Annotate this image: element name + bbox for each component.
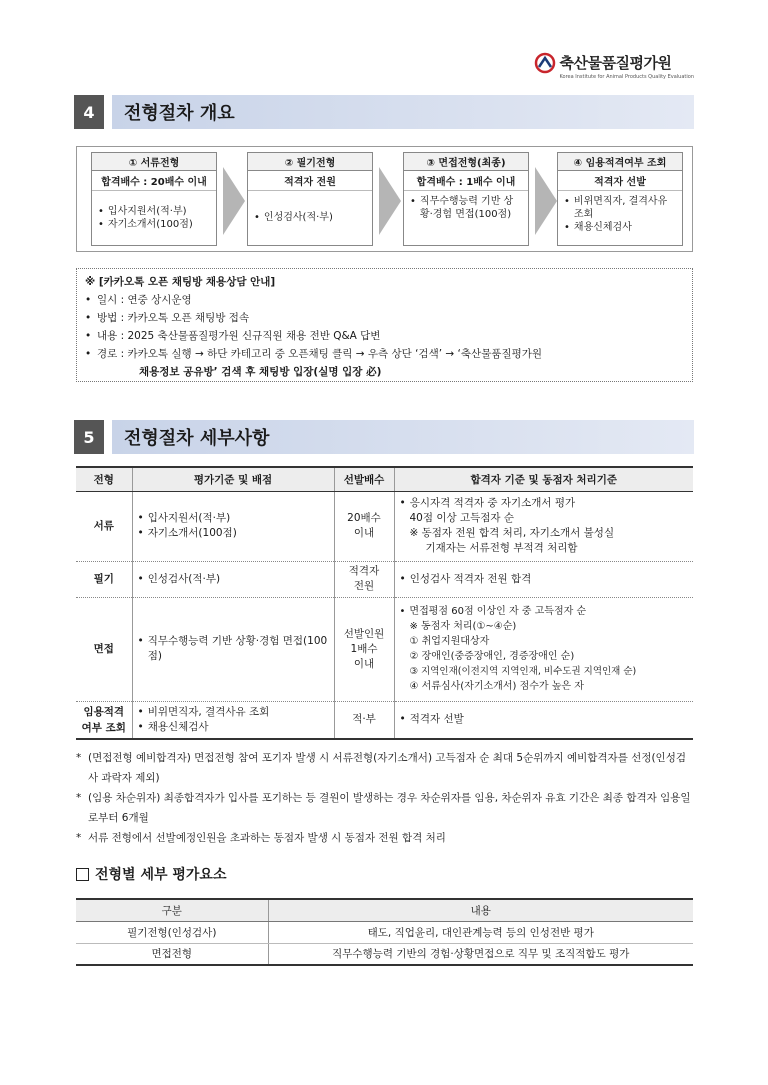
arrow-icon [379, 167, 401, 235]
step-item: • 인성검사(적·부) [254, 211, 366, 224]
step-interview [403, 152, 529, 246]
col-header: 평가기준 및 배점 [132, 467, 334, 491]
subsection-title: 전형별 세부 평가요소 [95, 867, 227, 883]
step-eligibility [557, 152, 683, 246]
section-number: 5 [74, 420, 104, 454]
process-flow [76, 146, 693, 252]
section-title: 전형절차 개요 [112, 95, 694, 129]
criteria-item: • 채용신체검사 [138, 720, 329, 735]
notice-row: 내용 : 2025 축산물품질평가원 신규직원 채용 전반 Q&A 답변 [97, 330, 381, 342]
rule-line: ④ 서류심사(자기소개서) 점수가 높은 자 [409, 681, 584, 692]
rule-line: 40점 이상 고득점자 순 [409, 512, 515, 524]
step-item: • 채용신체검사 [564, 221, 676, 234]
step-header: ① 서류전형 [92, 153, 216, 171]
section-number: 4 [74, 95, 104, 129]
col-header: 합격자 기준 및 동점자 처리기준 [394, 467, 693, 491]
ratio-cell: 적·부 [334, 701, 394, 739]
arrow-icon [223, 167, 245, 235]
notice-row: 방법 : 카카오톡 오픈 채팅방 접속 [97, 312, 250, 324]
rule-line: ③ 지역인재(이전지역 지역인재, 비수도권 지역인재 순) [409, 666, 637, 677]
table-row [76, 561, 693, 597]
table-cell: 직무수행능력 기반의 경험·상황면접으로 직무 및 조직적합도 평가 [268, 943, 693, 965]
step-sub: 합격배수 : 20배수 이내 [92, 171, 216, 191]
col-header: 내용 [268, 899, 693, 921]
step-item: • 자기소개서(100점) [98, 218, 210, 231]
rule-line: • 면접평점 60점 이상인 자 중 고득점자 순 [400, 604, 689, 619]
rule-line: • 인성검사 적격자 전원 합격 [400, 572, 689, 587]
criteria-item: • 자기소개서(100점) [138, 526, 329, 541]
notice-title: ※ [카카오톡 오픈 채팅방 채용상담 안내] [85, 276, 276, 288]
step-sub: 적격자 선발 [558, 171, 682, 191]
rule-line: • 응시자격 적격자 중 자기소개서 평가 [400, 496, 689, 511]
step-header: ④ 임용적격여부 조회 [558, 153, 682, 171]
step-sub: 적격자 전원 [248, 171, 372, 191]
subsection-header [76, 864, 226, 884]
criteria-item: • 비위면직자, 결격사유 조회 [138, 705, 329, 720]
notice-row-cont: 채용정보 공유방’ 검색 후 채팅방 입장(실명 입장 必) [139, 366, 382, 378]
rule-line: ※ 동점자 전원 합격 처리, 자기소개서 불성실 [409, 527, 615, 539]
criteria-item: • 직무수행능력 기반 상황·경험 면접(100점) [138, 634, 329, 664]
selection-detail-table [76, 466, 693, 740]
step-item: • 직무수행능력 기반 상황·경험 면접(100점) [410, 195, 522, 221]
rule-line: 기재자는 서류전형 부적격 처리함 [425, 542, 578, 554]
notice-row: 경로 : 카카오톡 실행 → 하단 카테고리 중 오픈채팅 클릭 → 우측 상단 ‘검색’ → ‘축산물품질평가원 [97, 348, 543, 360]
rule-line: ※ 동점자 처리(①~④순) [409, 621, 517, 632]
step-sub: 합격배수 : 1배수 이내 [404, 171, 528, 191]
rule-line: ① 취업지원대상자 [409, 636, 490, 647]
step-item: • 비위면직자, 결격사유 조회 [564, 195, 676, 221]
table-cell: 태도, 직업윤리, 대인관계능력 등의 인성전반 평가 [268, 921, 693, 943]
notice-row: 일시 : 연중 상시운영 [97, 294, 192, 306]
stage-cell: 필기 [76, 561, 132, 597]
footnote: (임용 차순위자) 최종합격자가 입사를 포기하는 등 결원이 발생하는 경우 차순위자를 임용, 차순위자 유효 기간은 최종 합격자 임용일로부터 6개월 [88, 792, 691, 824]
ratio-cell: 적격자 전원 [334, 561, 394, 597]
table-row [76, 943, 693, 965]
square-icon [76, 868, 89, 881]
section-title: 전형절차 세부사항 [112, 420, 694, 454]
stage-cell: 면접 [76, 597, 132, 701]
footnote: (면접전형 예비합격자) 면접전형 참여 포기자 발생 시 서류전형(자기소개서) 고득점자 순 최대 5순위까지 예비합격자를 선정(인성검사 과락자 제외) [88, 752, 686, 784]
footnotes: * (면접전형 예비합격자) 면접전형 참여 포기자 발생 시 서류전형(자기소개서) 고득점자 순 최대 5순위까지 예비합격자를 선정(인성검사 과락자 제외) * (임용 차순위자) 최종합격자가 입사를 포기하는 등 결원이 발생하는 경우 차순위자를 임용, 차순위자 유효 기간은 최종 합격자 임용일로부터 6개월 * 서류 전형에서 선발예정인원을 초과하는 동점자 발생 시 동점자 전원 합격 처리 [76, 748, 696, 848]
col-header: 전형 [76, 467, 132, 491]
logo-subtitle: Korea Institute for Animal Products Quality Evaluation [559, 74, 694, 80]
stage-cell: 임용적격 여부 조회 [76, 701, 132, 739]
kakao-notice-box: ※ [카카오톡 오픈 채팅방 채용상담 안내] • 일시 : 연중 상시운영 • 방법 : 카카오톡 오픈 채팅방 접속 • 내용 : 2025 축산물품질평가원 신규직원 채용 전반 Q&A 답변 • 경로 : 카카오톡 실행 → 하단 카테고리 중 오픈채팅 클릭 → 우측 상단 ‘검색’ → ‘축산물품질평가원 채용정보 공유방’ 검색 후 채팅방 입장(실명 입장 必) [76, 268, 693, 382]
logo-name: 축산물품질평가원 [559, 54, 672, 72]
ratio-cell: 20배수 이내 [334, 491, 394, 561]
footnote: 서류 전형에서 선발예정인원을 초과하는 동점자 발생 시 동점자 전원 합격 처리 [88, 832, 446, 844]
section-5-header [74, 420, 694, 454]
stage-cell: 서류 [76, 491, 132, 561]
step-header: ③ 면접전형(최종) [404, 153, 528, 171]
table-cell: 필기전형(인성검사) [76, 921, 268, 943]
col-header: 구분 [76, 899, 268, 921]
criteria-item: • 인성검사(적·부) [138, 572, 329, 587]
table-row [76, 491, 693, 561]
rule-line: • 적격자 선발 [400, 712, 689, 727]
step-document [91, 152, 217, 246]
criteria-item: • 입사지원서(적·부) [138, 511, 329, 526]
arrow-icon [535, 167, 557, 235]
table-cell: 면접전형 [76, 943, 268, 965]
table-row [76, 597, 693, 701]
rule-line: ② 장애인(중증장애인, 경증장애인 순) [409, 651, 575, 662]
org-logo [534, 52, 695, 80]
evaluation-elements-table [76, 898, 693, 966]
step-header: ② 필기전형 [248, 153, 372, 171]
section-4-header [74, 95, 694, 129]
step-written [247, 152, 373, 246]
step-item: • 입사지원서(적·부) [98, 205, 210, 218]
logo-mark-icon [534, 52, 556, 74]
table-row [76, 701, 693, 739]
table-row [76, 921, 693, 943]
col-header: 선발배수 [334, 467, 394, 491]
ratio-cell: 선발인원 1배수 이내 [334, 597, 394, 701]
